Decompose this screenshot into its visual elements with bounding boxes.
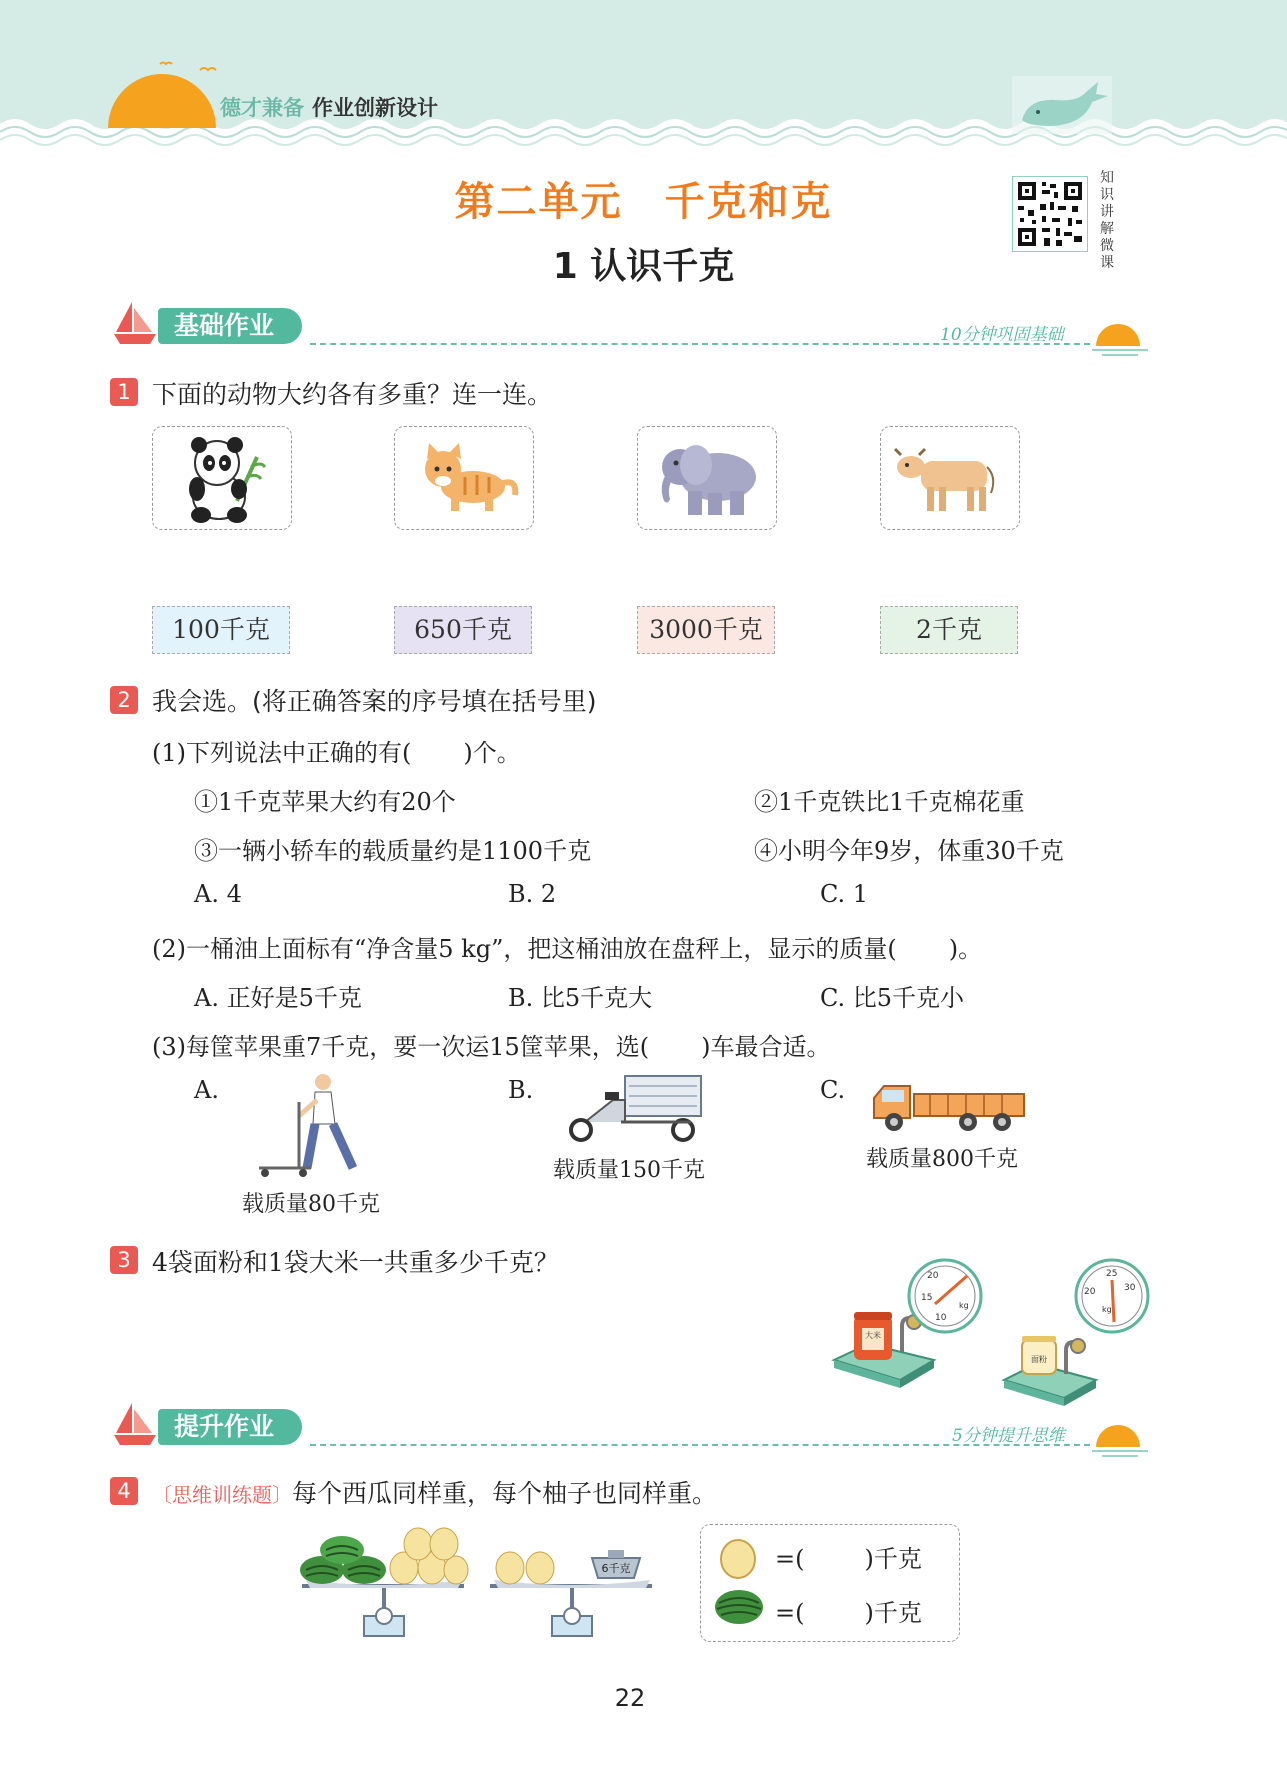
animal-card-cow[interactable] [880,426,1020,530]
q2-p3-stem [152,1027,831,1062]
weight-option[interactable]: 3000千克 [637,606,775,654]
sailboat-icon [112,1401,158,1447]
brand-right: 作业创新设计 [312,96,438,120]
q3-text: 4袋面粉和1袋大米一共重多少千克？ [152,1248,559,1277]
balance-watermelon-grapefruit-icon [300,1520,470,1640]
hand-cart-icon [255,1072,385,1182]
q1-number: 1 [110,378,138,406]
truck-icon [870,1072,1028,1134]
animal-card-cat[interactable] [394,426,534,530]
dial-flour-unit: kg [1102,1305,1112,1314]
q2-p3-caption-c: 载质量800千克 [866,1147,1018,1172]
dial-flour-tick-2: 20 [1084,1287,1096,1297]
dial-rice-tick-3: 10 [935,1313,947,1323]
q2-number: 2 [110,686,138,714]
animal-card-panda[interactable] [152,426,292,530]
balance-grapefruit-weight-icon [488,1540,658,1640]
dial-rice-icon [905,1256,985,1336]
watermelon-icon [713,1587,765,1627]
q2-p1-stem [152,733,521,768]
answer-box [700,1524,960,1642]
grapefruit-eq: =( [775,1545,805,1573]
q4-text: 每个西瓜同样重，每个柚子也同样重。 [292,1479,718,1508]
cow-icon [881,427,1019,529]
dial-rice-unit: kg [959,1301,969,1310]
page-number: 22 [614,1684,646,1712]
dial-rice-tick-2: 15 [921,1293,933,1303]
section-basic-label: 基础作业 [158,308,302,344]
q2-p1-opt3: ③一辆小轿车的载质量约是1100千克 [194,837,592,865]
weight-option[interactable]: 650千克 [394,606,532,654]
grapefruit-unit: )千克 [864,1545,922,1573]
watermelon-eq: =( [775,1599,805,1627]
section-advanced-label: 提升作业 [158,1409,302,1445]
q2-p2-stem-b: )。 [948,935,983,963]
small-sun-icon [1092,316,1148,356]
q4-tag: 〔思维训练题〕 [152,1483,292,1507]
qr-code-icon[interactable] [1012,176,1088,252]
q2-p1-opt4: ④小明今年9岁，体重30千克 [754,837,1064,865]
lesson-title: 1 认识千克 [552,246,735,287]
sailboat-icon [112,300,158,346]
elephant-icon [638,427,776,529]
animal-card-elephant[interactable] [637,426,777,530]
q2-p1-choice-b[interactable]: B. 2 [508,880,557,908]
watermelon-answer-row [775,1593,922,1628]
grapefruit-icon [719,1535,757,1579]
q2-p1-choice-c[interactable]: C. 1 [820,880,869,908]
dial-flour-tick-3: 30 [1124,1283,1136,1293]
q2-p2-choice-b[interactable]: B. 比5千克大 [508,984,653,1012]
q2-p3-choice-a[interactable]: A. [194,1076,219,1104]
q2-text: 我会选。(将正确答案的序号填在括号里) [152,687,597,716]
weight-option[interactable]: 2千克 [880,606,1018,654]
grapefruit-answer-row [775,1539,922,1574]
q4-number: 4 [110,1477,138,1505]
q2-p3-caption-b: 载质量150千克 [553,1158,705,1183]
q2-p2-stem [152,929,982,964]
rice-label: 大米 [865,1331,881,1340]
unit-title: 第二单元 千克和克 [454,179,833,225]
qr-caption: 知识讲解微课 [1100,170,1114,271]
q2-p1-stem-a: (1)下列说法中正确的有( [152,739,412,767]
weight-option[interactable]: 100千克 [152,606,290,654]
q2-p1-choice-a[interactable]: A. 4 [194,880,242,908]
q2-p3-choice-b[interactable]: B. [508,1076,534,1104]
section-basic-tag: 10分钟巩固基础 [940,325,1064,345]
dial-rice-tick-1: 20 [927,1271,939,1281]
q2-p3-choice-c[interactable]: C. [820,1076,846,1104]
dial-flour-icon [1072,1256,1152,1336]
whale-icon [1012,76,1112,134]
q2-p3-stem-a: (3)每筐苹果重7千克，要一次运15筐苹果，选( [152,1033,650,1061]
q2-p1-stem-b: )个。 [463,739,521,767]
q2-p1-opt1: ①1千克苹果大约有20个 [194,788,456,816]
weight-tag: 6千克 [601,1562,631,1575]
q4-statement [152,1474,717,1510]
watermelon-unit: )千克 [864,1599,922,1627]
q2-p1-opt2: ②1千克铁比1千克棉花重 [754,788,1025,816]
dial-flour-tick-1: 25 [1106,1269,1118,1279]
panda-icon [153,427,291,529]
brand [220,92,438,122]
q2-p3-stem-b: )车最合适。 [701,1033,831,1061]
q3-number: 3 [110,1246,138,1274]
small-sun-icon [1092,1417,1148,1457]
section-advanced-tag: 5分钟提升思维 [952,1426,1065,1446]
sun-icon [100,56,230,132]
flour-label: 面粉 [1031,1355,1047,1364]
q2-p3-caption-a: 载质量80千克 [242,1192,380,1217]
q2-p2-choice-a[interactable]: A. 正好是5千克 [194,984,362,1012]
q2-p2-choice-c[interactable]: C. 比5千克小 [820,984,965,1012]
brand-left: 德才兼备 [220,96,304,120]
cat-icon [395,427,533,529]
tricycle-icon [565,1072,705,1144]
q2-p2-stem-a: (2)一桶油上面标有“净含量5 kg”，把这桶油放在盘秤上，显示的质量( [152,935,897,963]
q1-text: 下面的动物大约各有多重？连一连。 [152,380,553,409]
